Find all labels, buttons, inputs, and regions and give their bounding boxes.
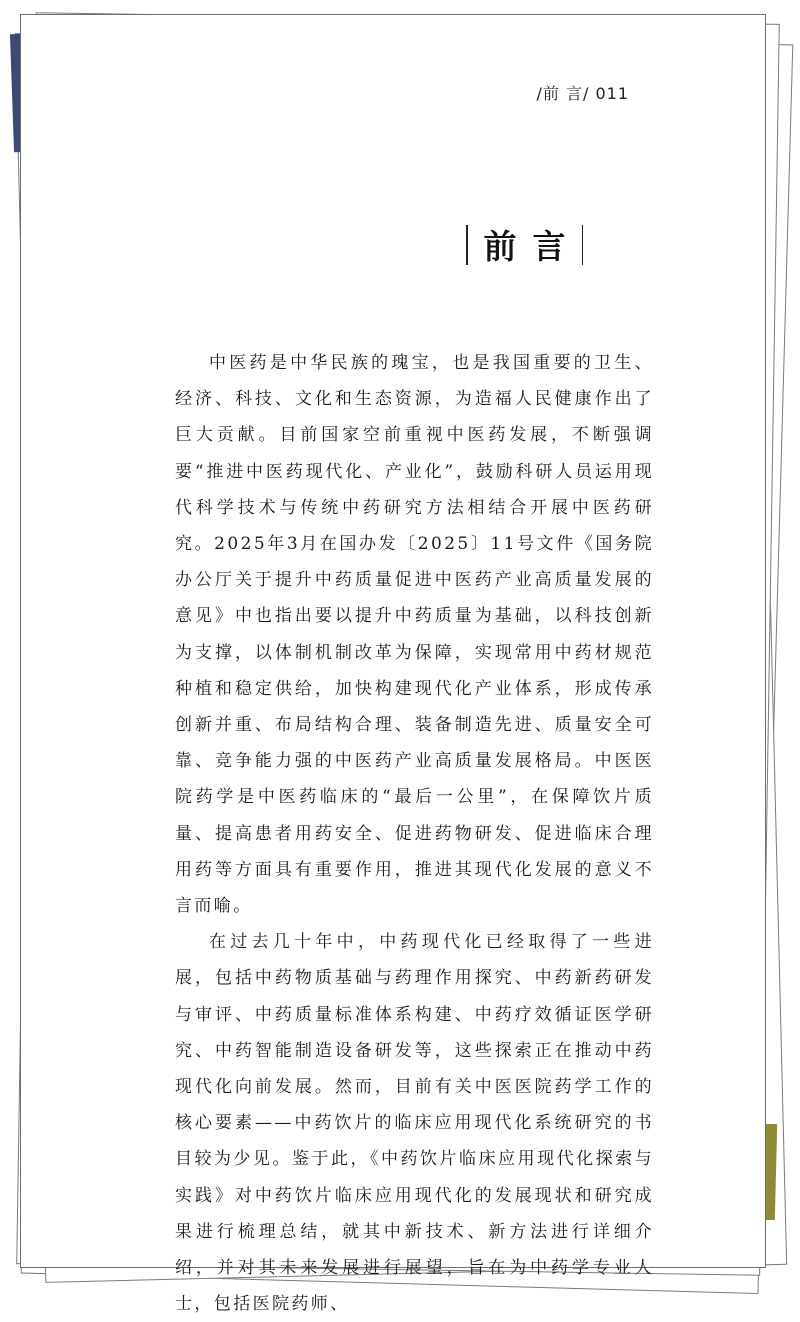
body-text	[175, 345, 654, 1322]
book-page	[20, 14, 766, 1315]
chapter-title	[466, 221, 583, 268]
title-right-bar	[582, 225, 584, 265]
running-head: /前 言/ 011	[536, 84, 629, 103]
paragraph-1: 中医药是中华民族的瑰宝，也是我国重要的卫生、经济、科技、文化和生态资源，为造福人民健康作出了巨大贡献。目前国家空前重视中医药发展，不断强调要“推进中医药现代化、产业化”，鼓励科研人员运用现代科学技术与传统中药研究方法相结合开展中医药研究。2025年3月在国办发〔2025〕11号文件《国务院办公厅关于提升中药质量促进中医药产业高质量发展的意见》中也指出要以提升中药质量为基础，以科技创新为支撑，以体制机制改革为保障，实现常用中药材规范种植和稳定供给，加快构建现代化产业体系，形成传承创新并重、布局结构合理、装备制造先进、质量安全可靠、竞争能力强的中医药产业高质量发展格局。中医医院药学是中医药临床的“最后一公里”，在保障饮片质量、提高患者用药安全、促进药物研发、促进临床合理用药等方面具有重要作用，推进其现代化发展的意义不言而喻。	[175, 353, 654, 917]
chapter-title-text: 前言	[483, 227, 582, 266]
title-left-bar	[466, 225, 468, 265]
paragraph-2: 在过去几十年中，中药现代化已经取得了一些进展，包括中药物质基础与药理作用探究、中药新药研发与审评、中药质量标准体系构建、中药疗效循证医学研究、中药智能制造设备研发等，这些探索正在推动中药现代化向前发展。然而，目前有关中医医院药学工作的核心要素——中药饮片的临床应用现代化系统研究的书目较为少见。鉴于此，《中药饮片临床应用现代化探索与实践》对中药饮片临床应用现代化的发展现状和研究成果进行梳理总结，就其中新技术、新方法进行详细介绍，并对其未来发展进行展望，旨在为中药学专业人士，包括医院药师、	[175, 932, 654, 1315]
